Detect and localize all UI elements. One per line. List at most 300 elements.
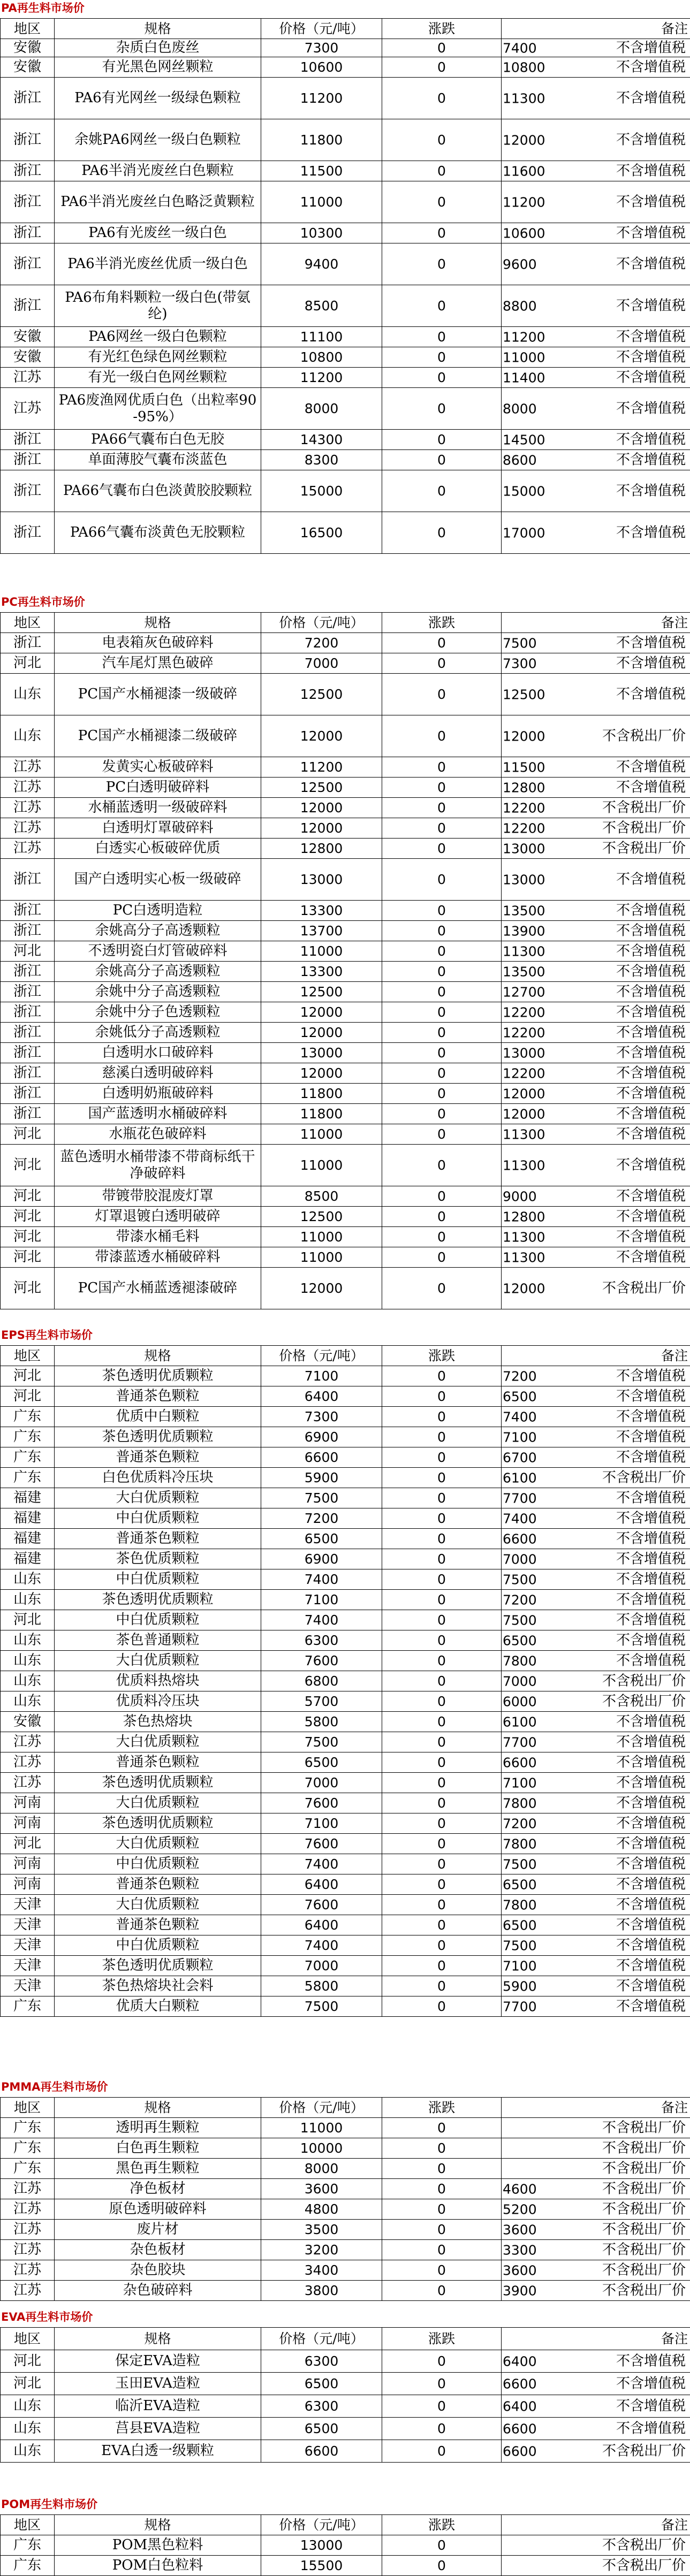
cell-remark: 不含增值税 (616, 2375, 686, 2392)
cell-price: 7200 (261, 633, 382, 653)
cell-change: 0 (382, 2260, 502, 2281)
cell-region: 福建 (1, 1488, 55, 1508)
cell-price: 11000 (261, 181, 382, 223)
cell-spec: 白透实心板破碎优质 (55, 839, 261, 859)
cell-high-price: 11300 (503, 943, 545, 959)
cell-region: 河北 (1, 1386, 55, 1407)
cell-high-price: 12000 (503, 1086, 545, 1102)
cell-high-and-remark (502, 2418, 690, 2440)
cell-remark: 不含税出厂价 (602, 728, 686, 744)
header-remark: 备注 (502, 2098, 690, 2118)
table-row (1, 1023, 690, 1043)
cell-remark: 不含增值税 (616, 329, 686, 345)
cell-remark: 不含增值税 (616, 1490, 686, 1506)
table-row (1, 921, 690, 941)
cell-high-price: 6100 (503, 1470, 537, 1486)
cell-change: 0 (382, 982, 502, 1002)
cell-price: 11000 (261, 1145, 382, 1186)
cell-price: 11100 (261, 327, 382, 347)
cell-price: 13300 (261, 962, 382, 982)
cell-spec: 优质料热熔块 (55, 1671, 261, 1691)
cell-high-price: 13900 (503, 923, 545, 939)
cell-spec: 大白优质颗粒 (55, 1651, 261, 1671)
cell-price: 3800 (261, 2281, 382, 2301)
cell-spec: 电表箱灰色破碎料 (55, 633, 261, 653)
cell-change: 0 (382, 921, 502, 941)
cell-region: 江苏 (1, 2199, 55, 2220)
cell-remark: 不含增值税 (616, 902, 686, 919)
table-row (1, 653, 690, 674)
cell-high-price: 5900 (503, 1978, 537, 1994)
cell-remark: 不含增值税 (616, 431, 686, 448)
cell-spec: PC白透明造粒 (55, 901, 261, 921)
cell-region: 广东 (1, 2535, 55, 2556)
cell-remark: 不含增值税 (616, 1998, 686, 2015)
cell-price: 9400 (261, 243, 382, 285)
cell-high-and-remark (502, 2260, 690, 2281)
cell-high-price: 6500 (503, 1633, 537, 1649)
cell-remark: 不含税出厂价 (602, 2282, 686, 2299)
cell-price: 6900 (261, 1549, 382, 1569)
cell-high-and-remark (502, 798, 690, 818)
cell-high-price: 5200 (503, 2201, 537, 2217)
cell-remark: 不含增值税 (616, 1571, 686, 1588)
cell-high-and-remark (502, 1895, 690, 1915)
cell-high-and-remark (502, 1488, 690, 1508)
cell-price: 13000 (261, 859, 382, 901)
cell-high-price: 4600 (503, 2181, 537, 2197)
cell-spec: 余姚低分子高透颗粒 (55, 1023, 261, 1043)
cell-spec: 优质中白颗粒 (55, 1407, 261, 1427)
cell-remark: 不含增值税 (616, 1085, 686, 1102)
cell-high-price: 17000 (503, 525, 545, 541)
cell-remark: 不含增值税 (616, 1591, 686, 1608)
cell-high-price: 7800 (503, 1897, 537, 1913)
cell-high-and-remark (502, 859, 690, 901)
cell-remark: 不含增值税 (616, 1632, 686, 1649)
cell-high-and-remark (502, 243, 690, 285)
cell-spec: 普通茶色颗粒 (55, 1915, 261, 1935)
table-row (1, 2535, 690, 2556)
cell-spec: PA6半消光废丝白色颗粒 (55, 161, 261, 181)
cell-remark: 不含增值税 (616, 483, 686, 499)
cell-region: 江苏 (1, 2179, 55, 2199)
cell-spec: PA6废渔网优质白色（出粒率90-95%） (55, 388, 261, 430)
cell-spec: 余姚中分子高透颗粒 (55, 982, 261, 1002)
cell-change: 0 (382, 1084, 502, 1104)
cell-change: 0 (382, 181, 502, 223)
cell-change: 0 (382, 1427, 502, 1447)
cell-high-price: 8800 (503, 298, 537, 314)
cell-region: 河南 (1, 1793, 55, 1813)
cell-high-and-remark (502, 39, 690, 57)
cell-change: 0 (382, 1207, 502, 1227)
table-row (1, 1104, 690, 1124)
cell-spec: PA66气囊布白色无胶 (55, 430, 261, 450)
cell-change: 0 (382, 2395, 502, 2418)
cell-high-and-remark (502, 633, 690, 653)
cell-price: 12000 (261, 1023, 382, 1043)
cell-change: 0 (382, 243, 502, 285)
cell-region: 河北 (1, 1186, 55, 1207)
cell-region: 浙江 (1, 962, 55, 982)
cell-high-and-remark (502, 757, 690, 778)
cell-high-price: 3300 (503, 2242, 537, 2258)
table-header-row (1, 613, 690, 633)
cell-region: 天津 (1, 1956, 55, 1976)
cell-remark: 不含增值税 (616, 2398, 686, 2414)
cell-change: 0 (382, 2179, 502, 2199)
table-row (1, 1752, 690, 1773)
cell-spec: 慈溪白透明破碎料 (55, 1063, 261, 1084)
cell-price: 7600 (261, 1834, 382, 1854)
cell-region: 河北 (1, 1207, 55, 1227)
cell-high-and-remark (502, 921, 690, 941)
cell-price: 8500 (261, 285, 382, 327)
cell-high-and-remark (502, 1732, 690, 1752)
cell-remark: 不含增值税 (616, 1713, 686, 1730)
cell-change: 0 (382, 347, 502, 368)
cell-price: 12500 (261, 674, 382, 715)
cell-change: 0 (382, 1145, 502, 1186)
cell-remark: 不含增值税 (616, 132, 686, 148)
cell-high-and-remark (502, 347, 690, 368)
price-table-pc (0, 612, 690, 1309)
cell-remark: 不含增值税 (616, 1652, 686, 1669)
cell-high-price: 7200 (503, 1816, 537, 1832)
cell-price: 14300 (261, 430, 382, 450)
cell-region: 浙江 (1, 470, 55, 512)
cell-price: 7600 (261, 1793, 382, 1813)
table-row (1, 1569, 690, 1590)
cell-spec: 白透明灯罩破碎料 (55, 818, 261, 839)
cell-high-price: 13500 (503, 903, 545, 919)
cell-region: 浙江 (1, 161, 55, 181)
cell-change: 0 (382, 1874, 502, 1895)
cell-change: 0 (382, 1227, 502, 1247)
cell-change: 0 (382, 285, 502, 327)
table-row (1, 1793, 690, 1813)
table-row (1, 388, 690, 430)
cell-high-and-remark (502, 839, 690, 859)
cell-remark: 不含税出厂价 (602, 1280, 686, 1297)
cell-price: 7400 (261, 1569, 382, 1590)
cell-high-and-remark (502, 1063, 690, 1084)
cell-spec: PA6布角料颗粒一级白色(带氨纶) (55, 285, 261, 327)
cell-high-price: 7500 (503, 635, 537, 651)
cell-high-price: 9600 (503, 256, 537, 272)
cell-region: 江苏 (1, 839, 55, 859)
cell-high-price: 11300 (503, 1157, 545, 1173)
cell-remark: 不含增值税 (616, 759, 686, 775)
table-header-row (1, 19, 690, 39)
cell-high-and-remark (502, 1529, 690, 1549)
table-header-row (1, 2515, 690, 2535)
cell-region: 山东 (1, 1691, 55, 1712)
cell-spec: 大白优质颗粒 (55, 1895, 261, 1915)
cell-remark: 不含增值税 (616, 655, 686, 672)
cell-region: 河北 (1, 2373, 55, 2395)
cell-change: 0 (382, 1956, 502, 1976)
table-row (1, 1366, 690, 1386)
table-row (1, 1247, 690, 1268)
cell-region: 河北 (1, 2350, 55, 2373)
cell-change: 0 (382, 633, 502, 653)
cell-high-and-remark (502, 1651, 690, 1671)
cell-spec: 优质料冷压块 (55, 1691, 261, 1712)
table-row (1, 982, 690, 1002)
cell-price: 12500 (261, 778, 382, 798)
table-row (1, 1834, 690, 1854)
cell-price: 13000 (261, 1043, 382, 1063)
cell-spec: PA6网丝一级白色颗粒 (55, 327, 261, 347)
cell-price: 11200 (261, 78, 382, 119)
cell-high-and-remark (502, 1752, 690, 1773)
table-row (1, 1630, 690, 1651)
cell-change: 0 (382, 1915, 502, 1935)
cell-high-and-remark (502, 1935, 690, 1956)
cell-spec: 废片材 (55, 2220, 261, 2240)
cell-price: 10300 (261, 223, 382, 243)
cell-spec: 茶色透明优质颗粒 (55, 1813, 261, 1834)
cell-high-and-remark (502, 1813, 690, 1834)
cell-region: 江苏 (1, 818, 55, 839)
cell-high-and-remark (502, 327, 690, 347)
cell-price: 7000 (261, 653, 382, 674)
cell-change: 0 (382, 962, 502, 982)
cell-high-and-remark (502, 388, 690, 430)
cell-remark: 不含增值税 (616, 40, 686, 56)
cell-high-and-remark (502, 2281, 690, 2301)
table-row (1, 2281, 690, 2301)
cell-change: 0 (382, 450, 502, 470)
cell-region: 福建 (1, 1549, 55, 1569)
cell-remark: 不含增值税 (616, 984, 686, 1000)
table-row (1, 1186, 690, 1207)
cell-high-and-remark (502, 1247, 690, 1268)
cell-high-price: 12800 (503, 780, 545, 796)
cell-spec: 有光红色绿色网丝颗粒 (55, 347, 261, 368)
cell-price: 4800 (261, 2199, 382, 2220)
cell-high-and-remark (502, 1915, 690, 1935)
cell-spec: 白透明奶瓶破碎料 (55, 1084, 261, 1104)
table-row (1, 39, 690, 57)
cell-remark: 不含增值税 (616, 1004, 686, 1020)
header-spec: 规格 (55, 2515, 261, 2535)
cell-change: 0 (382, 2199, 502, 2220)
cell-region: 广东 (1, 2159, 55, 2179)
cell-spec: 茶色透明优质颗粒 (55, 1956, 261, 1976)
cell-change: 0 (382, 430, 502, 450)
table-row (1, 2118, 690, 2138)
cell-region: 浙江 (1, 1043, 55, 1063)
cell-high-and-remark (502, 450, 690, 470)
header-remark: 备注 (502, 2515, 690, 2535)
table-row (1, 1895, 690, 1915)
cell-price: 6500 (261, 1529, 382, 1549)
header-change: 涨跌 (382, 1346, 502, 1366)
cell-price: 10800 (261, 347, 382, 368)
cell-high-price: 12200 (503, 800, 545, 816)
cell-remark: 不含增值税 (616, 256, 686, 272)
cell-change: 0 (382, 1186, 502, 1207)
table-row (1, 1549, 690, 1569)
cell-remark: 不含增值税 (616, 1249, 686, 1266)
cell-region: 山东 (1, 2440, 55, 2463)
cell-spec: 杂色破碎料 (55, 2281, 261, 2301)
table-row (1, 2350, 690, 2373)
table-row (1, 1124, 690, 1145)
cell-region: 浙江 (1, 633, 55, 653)
cell-high-and-remark (502, 1590, 690, 1610)
cell-high-and-remark (502, 119, 690, 161)
cell-region: 浙江 (1, 1023, 55, 1043)
cell-high-price: 8600 (503, 452, 537, 468)
cell-spec: 普通茶色颗粒 (55, 1752, 261, 1773)
cell-high-price: 12000 (503, 1106, 545, 1122)
cell-high-and-remark (502, 778, 690, 798)
table-row (1, 1915, 690, 1935)
cell-change: 0 (382, 1268, 502, 1309)
cell-spec: PC国产水桶蓝透褪漆破碎 (55, 1268, 261, 1309)
table-row (1, 2159, 690, 2179)
cell-price: 11000 (261, 1124, 382, 1145)
cell-remark: 不含税出厂价 (602, 2537, 686, 2554)
cell-region: 天津 (1, 1935, 55, 1956)
table-row (1, 1207, 690, 1227)
cell-high-price: 12200 (503, 1065, 545, 1081)
table-row (1, 2260, 690, 2281)
cell-remark: 不含税出厂价 (602, 820, 686, 836)
cell-remark: 不含税出厂价 (602, 1673, 686, 1689)
cell-region: 广东 (1, 2118, 55, 2138)
cell-high-price: 11300 (503, 1126, 545, 1142)
cell-high-and-remark (502, 1834, 690, 1854)
cell-high-and-remark (502, 1043, 690, 1063)
cell-spec: 临沂EVA造粒 (55, 2395, 261, 2418)
cell-high-price: 6400 (503, 2398, 537, 2414)
cell-price: 6600 (261, 2440, 382, 2463)
header-region: 地区 (1, 1346, 55, 1366)
cell-change: 0 (382, 1366, 502, 1386)
cell-change: 0 (382, 859, 502, 901)
cell-spec: 余姚中分子色透颗粒 (55, 1002, 261, 1023)
cell-price: 8300 (261, 450, 382, 470)
header-spec: 规格 (55, 1346, 261, 1366)
cell-remark: 不含增值税 (616, 1065, 686, 1081)
cell-change: 0 (382, 223, 502, 243)
cell-change: 0 (382, 1569, 502, 1590)
cell-price: 3400 (261, 2260, 382, 2281)
cell-remark: 不含增值税 (616, 1835, 686, 1852)
cell-high-price: 12800 (503, 1209, 545, 1225)
cell-high-price: 12200 (503, 1025, 545, 1041)
table-row (1, 327, 690, 347)
cell-high-price: 12200 (503, 1004, 545, 1020)
cell-change: 0 (382, 1691, 502, 1712)
cell-high-and-remark (502, 1366, 690, 1386)
cell-spec: 余姚PA6网丝一级白色颗粒 (55, 119, 261, 161)
table-row (1, 1712, 690, 1732)
cell-region: 江苏 (1, 798, 55, 818)
cell-spec: 水桶蓝透明一级破碎料 (55, 798, 261, 818)
cell-region: 安徽 (1, 1712, 55, 1732)
cell-region: 山东 (1, 1651, 55, 1671)
cell-price: 6500 (261, 2418, 382, 2440)
cell-change: 0 (382, 778, 502, 798)
cell-spec: 白透明水口破碎料 (55, 1043, 261, 1063)
cell-price: 11000 (261, 1227, 382, 1247)
cell-high-price: 3900 (503, 2283, 537, 2299)
cell-price: 7000 (261, 1956, 382, 1976)
section-title: PA再生料市场价 (1, 0, 85, 16)
cell-price: 10600 (261, 57, 382, 78)
cell-high-and-remark (502, 1996, 690, 2017)
cell-price: 11200 (261, 757, 382, 778)
cell-high-price: 6000 (503, 1694, 537, 1710)
cell-high-and-remark (502, 1207, 690, 1227)
cell-spec: 茶色透明优质颗粒 (55, 1366, 261, 1386)
cell-high-price: 11000 (503, 349, 545, 365)
cell-change: 0 (382, 839, 502, 859)
cell-price: 12800 (261, 839, 382, 859)
table-row (1, 470, 690, 512)
cell-spec: 杂色板材 (55, 2240, 261, 2260)
header-region: 地区 (1, 19, 55, 39)
cell-remark: 不含增值税 (616, 1917, 686, 1933)
cell-high-price: 6500 (503, 1917, 537, 1933)
cell-price: 11800 (261, 1084, 382, 1104)
cell-high-price: 7700 (503, 1999, 537, 2015)
cell-high-and-remark (502, 1630, 690, 1651)
header-remark: 备注 (502, 19, 690, 39)
cell-spec: 带漆蓝透水桶破碎料 (55, 1247, 261, 1268)
cell-high-price: 7700 (503, 1490, 537, 1506)
cell-change: 0 (382, 1247, 502, 1268)
table-row (1, 1651, 690, 1671)
table-row (1, 512, 690, 554)
table-row (1, 962, 690, 982)
cell-region: 河北 (1, 653, 55, 674)
cell-price: 6500 (261, 1752, 382, 1773)
cell-high-and-remark (502, 901, 690, 921)
cell-high-price: 11200 (503, 194, 545, 210)
cell-region: 江苏 (1, 1752, 55, 1773)
cell-high-and-remark (502, 1854, 690, 1874)
cell-price: 16500 (261, 512, 382, 554)
cell-spec: PA6有光网丝一级绿色颗粒 (55, 78, 261, 119)
cell-price: 12000 (261, 1268, 382, 1309)
cell-region: 河南 (1, 1874, 55, 1895)
cell-high-price: 6600 (503, 2421, 537, 2437)
cell-high-price: 13000 (503, 872, 545, 888)
cell-price: 8000 (261, 388, 382, 430)
cell-remark: 不含税出厂价 (602, 2221, 686, 2238)
cell-change: 0 (382, 2373, 502, 2395)
cell-spec: 保定EVA造粒 (55, 2350, 261, 2373)
cell-price: 6500 (261, 2373, 382, 2395)
cell-high-and-remark (502, 512, 690, 554)
header-price: 价格（元/吨） (261, 2515, 382, 2535)
cell-high-and-remark (502, 2220, 690, 2240)
cell-high-and-remark (502, 1468, 690, 1488)
cell-high-price: 6600 (503, 1531, 537, 1547)
cell-high-and-remark (502, 2535, 690, 2556)
cell-high-and-remark (502, 1124, 690, 1145)
cell-region: 浙江 (1, 512, 55, 554)
cell-spec: PA66气囊布淡黄色无胶颗粒 (55, 512, 261, 554)
table-row (1, 2556, 690, 2576)
